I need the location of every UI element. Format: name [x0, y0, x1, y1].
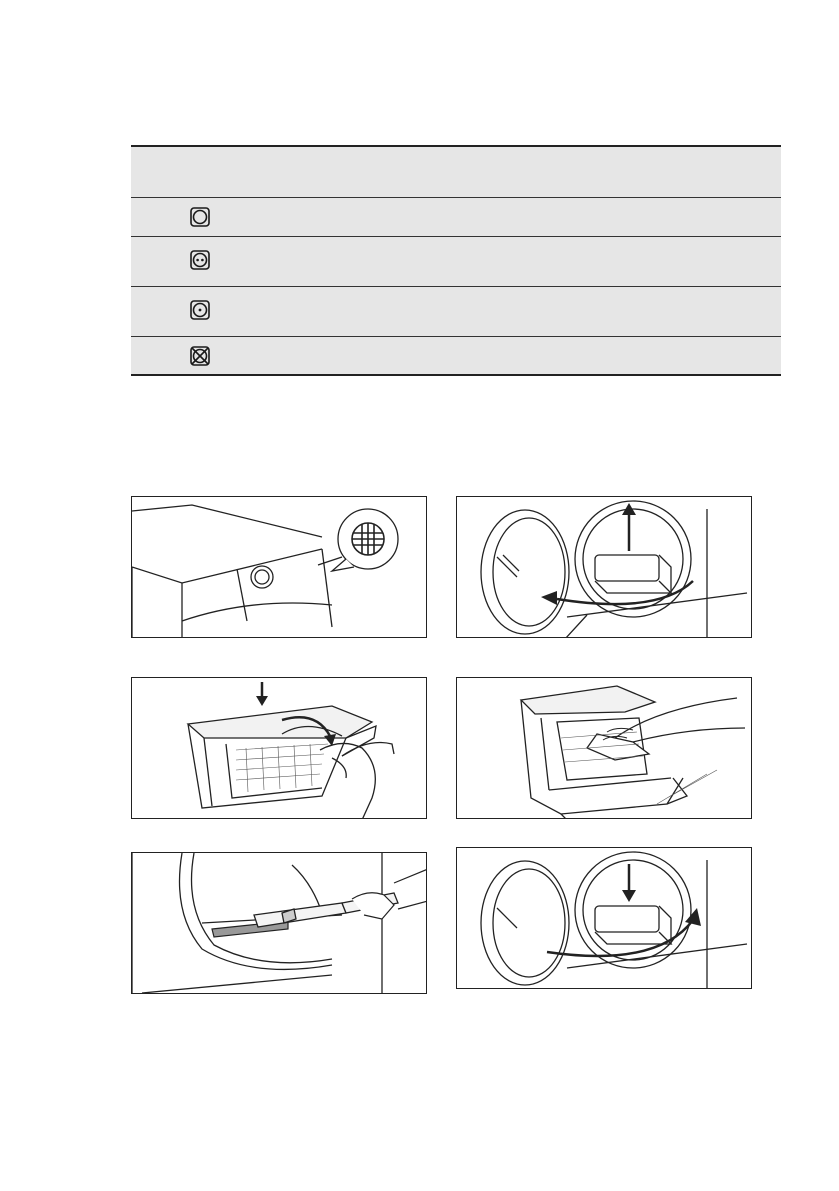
care-symbol-table: [131, 145, 781, 376]
tumble-dry-low-temperature-icon: [190, 300, 210, 325]
figure-clean-filter: [456, 677, 752, 819]
figure-reinsert-filter: [456, 847, 752, 989]
table-row: [131, 337, 781, 374]
do-not-tumble-dry-icon: [190, 346, 210, 371]
figure-remove-filter: [456, 496, 752, 638]
table-header: [131, 147, 781, 198]
table-row: [131, 287, 781, 337]
table-row: [131, 237, 781, 287]
filter-grid-icon: [352, 523, 384, 555]
arrow-down-icon: [256, 696, 268, 706]
tumble-dry-normal-temperature-icon: [190, 250, 210, 275]
figure-open-filter: [131, 677, 427, 819]
figure-vacuum-slot: [131, 852, 427, 994]
table-row: [131, 198, 781, 237]
arrow-down-icon: [622, 890, 636, 902]
tumble-dry-square-circle-icon: [190, 207, 210, 232]
figure-control-panel: [131, 496, 427, 638]
